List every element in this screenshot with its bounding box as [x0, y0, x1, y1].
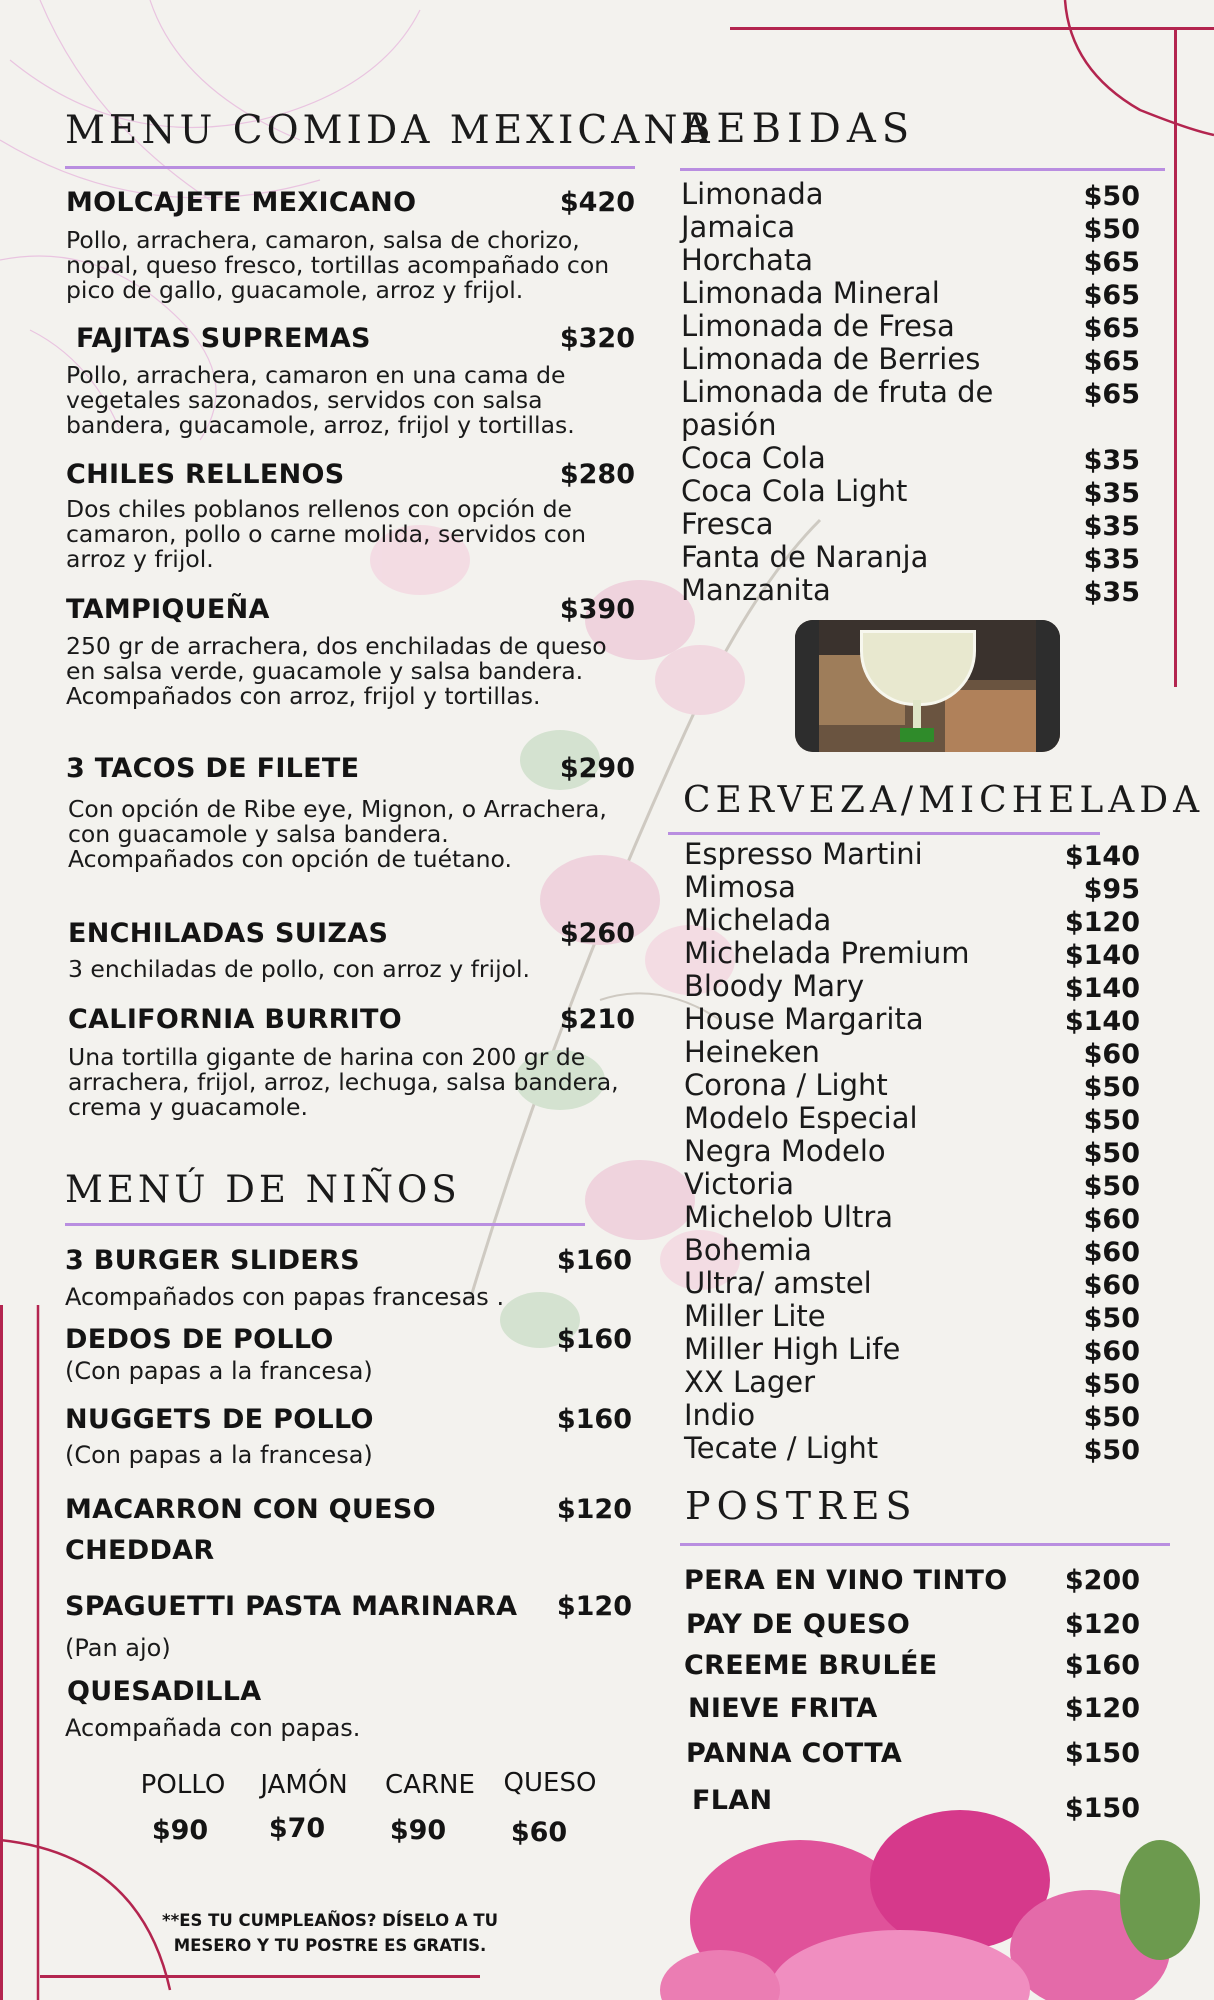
item-name: CHILES RELLENOS	[66, 459, 345, 490]
option-price: $90	[151, 1815, 209, 1846]
drink-name: Limonada Mineral	[681, 276, 940, 310]
drink-price: $60	[1083, 1336, 1140, 1367]
item-name: SPAGUETTI PASTA MARINARA	[65, 1591, 518, 1622]
drink-name: Bohemia	[684, 1233, 812, 1267]
item-description: Acompañada con papas.	[65, 1714, 361, 1742]
item-name: MOLCAJETE MEXICANO	[66, 187, 417, 218]
drink-price: $35	[1083, 478, 1140, 509]
option-price: $70	[268, 1813, 326, 1844]
kids-section-title: MENÚ DE NIÑOS	[65, 1168, 461, 1211]
drink-name: Michelob Ultra	[684, 1200, 894, 1234]
drink-name: Michelada Premium	[684, 936, 970, 970]
drink-price: $140	[1064, 841, 1140, 872]
drink-price: $120	[1064, 907, 1140, 938]
drink-name: XX Lager	[684, 1365, 816, 1399]
drink-price: $65	[1083, 379, 1140, 410]
option-price: $90	[389, 1815, 447, 1846]
drink-price: $50	[1083, 1171, 1140, 1202]
postres-section-rule	[680, 1543, 1170, 1546]
item-description: Una tortilla gigante de harina con 200 gr de arrachera, frijol, arroz, lechuga, salsa bandera, crema y guacamole.	[68, 1043, 619, 1121]
item-description: 250 gr de arrachera, dos enchiladas de queso en salsa verde, guacamole y salsa bandera. Acompañados con arroz, frijol y tortillas.	[66, 632, 607, 710]
drink-name: Fanta de Naranja	[681, 540, 929, 574]
drink-name: Limonada	[681, 177, 824, 211]
drink-name: Jamaica	[681, 210, 796, 244]
bebidas-section-title: BEBIDAS	[681, 106, 916, 152]
item-price: $120	[556, 1591, 632, 1622]
dessert-price: $150	[1064, 1738, 1140, 1769]
drink-price: $35	[1083, 511, 1140, 542]
item-price: $160	[556, 1324, 632, 1355]
drink-name: Coca Cola Light	[681, 474, 908, 508]
food-section-rule	[65, 166, 635, 169]
item-price: $160	[556, 1404, 632, 1435]
item-description: 3 enchiladas de pollo, con arroz y frijol.	[68, 955, 530, 983]
item-name: 3 TACOS DE FILETE	[66, 753, 360, 784]
drink-price: $65	[1083, 313, 1140, 344]
dessert-price: $200	[1064, 1565, 1140, 1596]
drink-name: Heineken	[684, 1035, 820, 1069]
drink-price: $60	[1083, 1237, 1140, 1268]
dessert-price: $160	[1064, 1650, 1140, 1681]
option-label: JAMÓN	[260, 1770, 348, 1800]
drink-name: Fresca	[681, 507, 774, 541]
item-description: (Con papas a la francesa)	[65, 1441, 373, 1469]
dessert-price: $120	[1064, 1609, 1140, 1640]
item-name: TAMPIQUEÑA	[66, 594, 270, 625]
margarita-photo	[795, 620, 1060, 752]
drink-price: $60	[1083, 1204, 1140, 1235]
option-price: $60	[510, 1817, 568, 1848]
item-name: CALIFORNIA BURRITO	[68, 1004, 402, 1035]
kids-section-rule	[65, 1223, 585, 1226]
birthday-note-line: MESERO Y TU POSTRE ES GRATIS.	[173, 1936, 487, 1955]
drink-name: Tecate / Light	[684, 1431, 879, 1465]
bebidas-section-rule	[680, 168, 1165, 171]
drink-price: $65	[1083, 280, 1140, 311]
drink-name: Limonada de Berries	[681, 342, 981, 376]
item-name-continued: CHEDDAR	[65, 1535, 215, 1566]
drink-price: $50	[1083, 181, 1140, 212]
item-price: $160	[556, 1245, 632, 1276]
drink-name: House Margarita	[684, 1002, 924, 1036]
drink-name: Ultra/ amstel	[684, 1266, 872, 1300]
dessert-name: NIEVE FRITA	[688, 1693, 878, 1724]
item-name: DEDOS DE POLLO	[65, 1324, 334, 1355]
item-name: 3 BURGER SLIDERS	[65, 1245, 360, 1276]
drink-name: Limonada de Fresa	[681, 309, 955, 343]
drink-name: Negra Modelo	[684, 1134, 886, 1168]
drink-name: Bloody Mary	[684, 969, 865, 1003]
drink-price: $35	[1083, 445, 1140, 476]
item-description: Con opción de Ribe eye, Mignon, o Arrachera, con guacamole y salsa bandera. Acompañados con opción de tuétano.	[68, 795, 607, 873]
option-label: POLLO	[140, 1770, 226, 1800]
drink-price: $35	[1083, 577, 1140, 608]
drink-name: Mimosa	[684, 870, 796, 904]
drink-name: Manzanita	[681, 573, 831, 607]
drink-name-continued: pasión	[681, 408, 777, 442]
drink-name: Modelo Especial	[684, 1101, 918, 1135]
item-name: ENCHILADAS SUIZAS	[68, 918, 389, 949]
drink-price: $65	[1083, 247, 1140, 278]
drink-price: $50	[1083, 1435, 1140, 1466]
drink-name: Horchata	[681, 243, 814, 277]
drink-name: Miller Lite	[684, 1299, 826, 1333]
item-price: $260	[559, 918, 635, 949]
drink-price: $140	[1064, 940, 1140, 971]
dessert-name: PANNA COTTA	[686, 1738, 903, 1769]
drink-price: $65	[1083, 346, 1140, 377]
drink-price: $50	[1083, 1138, 1140, 1169]
dessert-price: $150	[1064, 1793, 1140, 1824]
drink-name: Limonada de fruta de	[681, 375, 994, 409]
item-description: Dos chiles poblanos rellenos con opción de camaron, pollo o carne molida, servidos con arroz y frijol.	[66, 495, 586, 573]
item-description: (Pan ajo)	[65, 1634, 171, 1662]
drink-price: $95	[1083, 874, 1140, 905]
drink-name: Victoria	[684, 1167, 795, 1201]
drink-price: $140	[1064, 973, 1140, 1004]
item-description: Pollo, arrachera, camaron, salsa de chorizo, nopal, queso fresco, tortillas acompañado con pico de gallo, guacamole, arroz y frijol.	[66, 226, 610, 304]
drink-price: $60	[1083, 1039, 1140, 1070]
item-name: QUESADILLA	[67, 1676, 262, 1707]
dessert-name: PAY DE QUESO	[686, 1609, 911, 1640]
item-price: $320	[559, 323, 635, 354]
drink-name: Miller High Life	[684, 1332, 901, 1366]
option-label: CARNE	[385, 1770, 475, 1800]
dessert-price: $120	[1064, 1693, 1140, 1724]
item-price: $390	[559, 594, 635, 625]
food-section-title: MENU COMIDA MEXICANA	[65, 108, 714, 153]
drink-price: $50	[1083, 1303, 1140, 1334]
item-name: NUGGETS DE POLLO	[65, 1404, 374, 1435]
item-price: $280	[559, 459, 635, 490]
postres-section-title: POSTRES	[685, 1484, 918, 1528]
drink-name: Michelada	[684, 903, 832, 937]
drink-name: Coca Cola	[681, 441, 826, 475]
dessert-name: PERA EN VINO TINTO	[684, 1565, 1008, 1596]
drink-name: Indio	[684, 1398, 756, 1432]
item-description: Pollo, arrachera, camaron en una cama de vegetales sazonados, servidos con salsa bandera, guacamole, arroz, frijol y tortillas.	[66, 361, 575, 439]
dessert-name: FLAN	[692, 1785, 773, 1816]
cerveza-section-title: CERVEZA/MICHELADA	[683, 780, 1205, 821]
birthday-note-line: **ES TU CUMPLEAÑOS? DÍSELO A TU	[161, 1911, 499, 1930]
drink-price: $140	[1064, 1006, 1140, 1037]
item-name: MACARRON CON QUESO	[65, 1494, 436, 1525]
drink-price: $50	[1083, 1105, 1140, 1136]
dessert-name: CREEME BRULÉE	[684, 1650, 938, 1681]
drink-name: Corona / Light	[684, 1068, 888, 1102]
option-label: QUESO	[503, 1768, 597, 1798]
drink-price: $50	[1083, 214, 1140, 245]
drink-price: $35	[1083, 544, 1140, 575]
item-price: $120	[556, 1494, 632, 1525]
item-description: (Con papas a la francesa)	[65, 1357, 373, 1385]
item-price: $420	[559, 187, 635, 218]
drink-name: Espresso Martini	[684, 837, 923, 871]
drink-price: $60	[1083, 1270, 1140, 1301]
cerveza-section-rule	[668, 832, 1100, 835]
item-description: Acompañados con papas francesas .	[65, 1283, 505, 1311]
drink-price: $50	[1083, 1072, 1140, 1103]
item-price: $210	[559, 1004, 635, 1035]
item-name: FAJITAS SUPREMAS	[76, 323, 371, 354]
item-price: $290	[559, 753, 635, 784]
drink-price: $50	[1083, 1369, 1140, 1400]
drink-price: $50	[1083, 1402, 1140, 1433]
